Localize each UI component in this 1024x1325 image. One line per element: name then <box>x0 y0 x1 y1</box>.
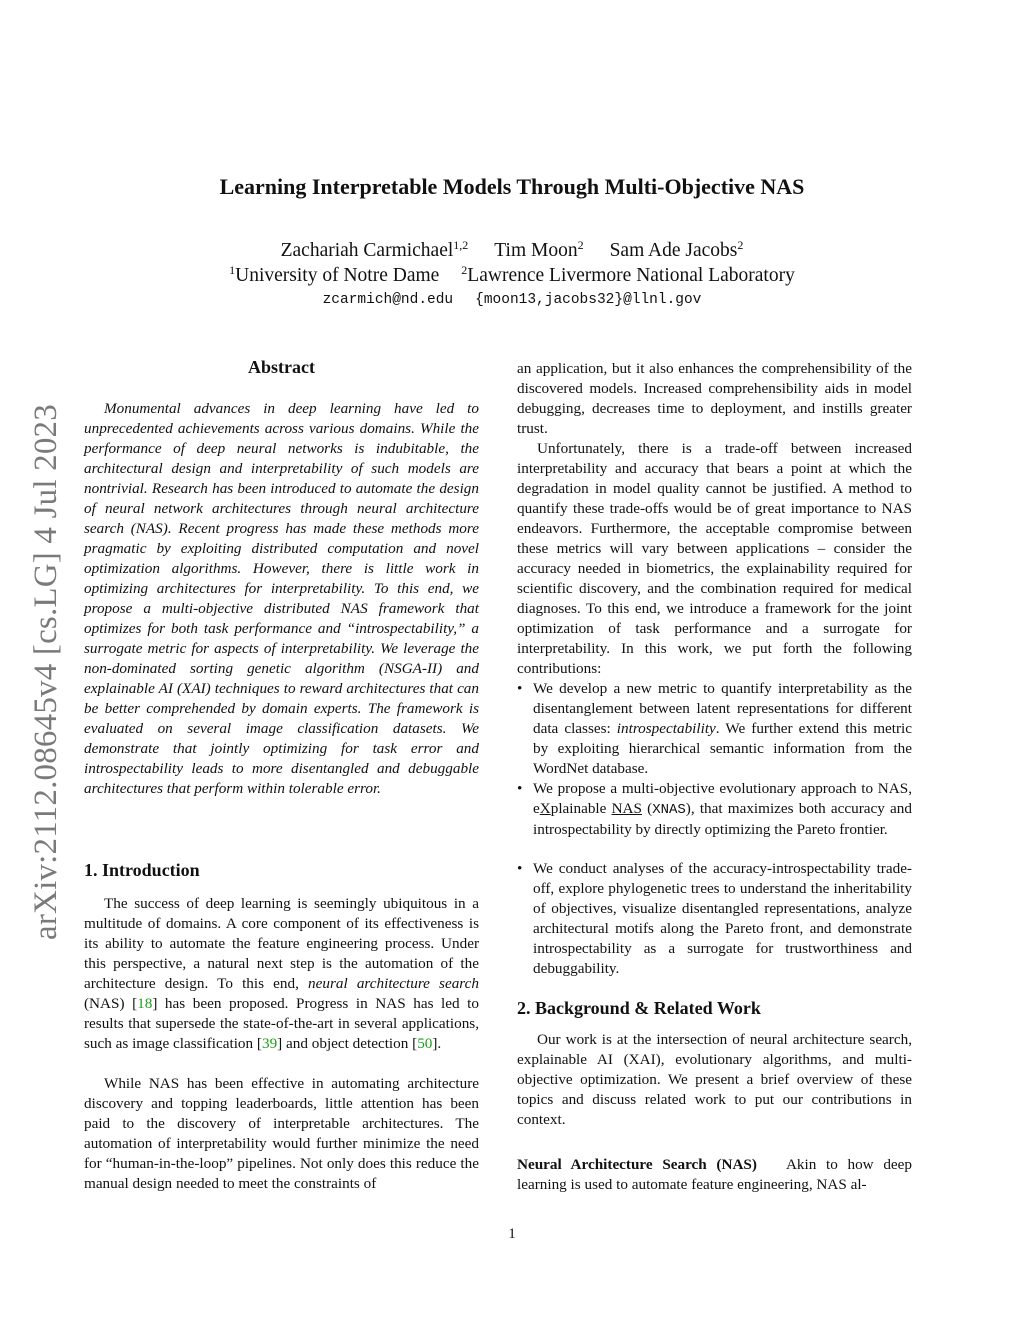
abstract-heading: Abstract <box>248 357 315 377</box>
page-number: 1 <box>508 1226 516 1242</box>
contribution-bullet: • We develop a new metric to quantify interpretability as the disentanglement between latent representations for different data classes: introspectability. We further extend this metric by exploiting hierarchical semantic information from the WordNet database. <box>517 680 912 777</box>
paper-title: Learning Interpretable Models Through Multi-Objective NAS <box>219 174 805 199</box>
citation-link[interactable]: 18 <box>137 995 153 1012</box>
contribution-bullet: • We propose a multi-objective evolutionary approach to NAS, eXplainable NAS (XNAS), that maximizes both accuracy and introspectability by directly optimizing the Pareto frontier. <box>517 780 912 838</box>
bullet-marker: • <box>517 860 523 877</box>
affiliation-name: University of Notre Dame <box>235 265 440 286</box>
intro-paragraph-1: The success of deep learning is seemingly ubiquitous in a multitude of domains. A core component of its effectiveness is its ability to automate the feature engineering process. Under this perspective, a natural next step is the automation of the architecture design. To this end, neural architecture search (NAS) [18] has been proposed. Progress in NAS has led to results that supersede the state-of-the-art in several applications, such as image classification [39] and object detection [50]. <box>84 895 479 1052</box>
section-heading-introduction: 1. Introduction <box>84 860 200 880</box>
email-list <box>0 290 1024 310</box>
section-heading-background: 2. Background & Related Work <box>517 998 761 1018</box>
email-address[interactable]: zcarmich@nd.edu <box>322 292 454 308</box>
bullet-marker: • <box>517 780 523 797</box>
arxiv-id: arXiv:2112.08645v4 [cs.LG] 4 Jul 2023 <box>28 404 64 940</box>
author-affil-mark: 2 <box>577 238 584 252</box>
affiliation-mark: 1 <box>229 263 236 277</box>
author-name: Zachariah Carmichael <box>280 240 454 261</box>
author-affil-mark: 1,2 <box>453 238 469 252</box>
affiliation-name: Lawrence Livermore National Laboratory <box>467 265 795 286</box>
author-affil-mark: 2 <box>737 238 744 252</box>
right-paragraph-1: an application, but it also enhances the comprehensibility of the discovered models. Increased comprehensibility aids in model debugging, decreases time to deployment, and instills greater trust. <box>517 360 912 437</box>
affiliation-list <box>0 263 1024 289</box>
bullet-marker: • <box>517 680 523 697</box>
author-name: Sam Ade Jacobs <box>609 240 738 261</box>
contribution-bullet: • We conduct analyses of the accuracy-introspectability trade-off, explore phylogenetic trees to understand the inheritability of objectives, visualize disentangled representations, analyze architectural motifs along the Pareto front, and demonstrate introspectability as a surrogate for trustworthiness and debuggability. <box>517 860 912 977</box>
abstract-text: Monumental advances in deep learning have led to unprecedented achievements across various domains. While the performance of deep neural networks is indubitable, the architectural design and interpretability of such models are nontrivial. Research has been introduced to automate the design of neural network architectures through neural architecture search (NAS). Recent progress has made these methods more pragmatic by exploiting distributed computation and novel optimization algorithms. However, there is little work in optimizing architectures for interpretability. To this end, we propose a multi-objective distributed NAS framework that optimizes for both task performance and “introspectability,” a surrogate metric for aspects of interpretability. We leverage the non-dominated sorting genetic algorithm (NSGA-II) and explainable AI (XAI) techniques to reward architectures that can be better comprehended by domain experts. The framework is evaluated on several image classification datasets. We demonstrate that jointly optimizing for task error and introspectability leads to more disentangled and debuggable architectures that perform within tolerable error. <box>84 400 479 797</box>
email-address[interactable]: {moon13,jacobs32}@llnl.gov <box>475 292 702 308</box>
paragraph-run-in-heading: Neural Architecture Search (NAS) <box>517 1156 757 1173</box>
affiliation-mark: 2 <box>461 263 468 277</box>
citation-link[interactable]: 39 <box>261 1035 278 1052</box>
author-list <box>0 238 1024 264</box>
code-name: XNAS <box>652 802 686 818</box>
author-name: Tim Moon <box>494 240 578 261</box>
right-paragraph-2: Unfortunately, there is a trade-off between increased interpretability and accuracy that bears a point at which the degradation in model quality cannot be justified. A method to quantify these trade-offs would be of great importance to NAS endeavors. Furthermore, the acceptable compromise between these metrics will vary between applications – consider the accuracy needed in biometrics, the explainability required for scientific discovery, and the combination required for medical diagnoses. To this end, we introduce a framework for the joint optimization of task performance and a surrogate for interpretability. In this work, we put forth the following contributions: <box>517 440 912 677</box>
intro-paragraph-2: While NAS has been effective in automating architecture discovery and topping leaderboards, little attention has been paid to the discovery of interpretable architectures. The automation of interpretability would further minimize the need for “human-in-the-loop” pipelines. Not only does this reduce the manual design needed to meet the constraints of <box>84 1075 479 1192</box>
citation-link[interactable]: 50 <box>417 1035 433 1052</box>
nas-paragraph: Neural Architecture Search (NAS) Akin to how deep learning is used to automate feature engineering, NAS al- <box>517 1156 912 1193</box>
background-paragraph-1: Our work is at the intersection of neural architecture search, explainable AI (XAI), evolutionary algorithms, and multi-objective optimization. We present a brief overview of these topics and discuss related work to put our contributions in context. <box>517 1031 912 1128</box>
